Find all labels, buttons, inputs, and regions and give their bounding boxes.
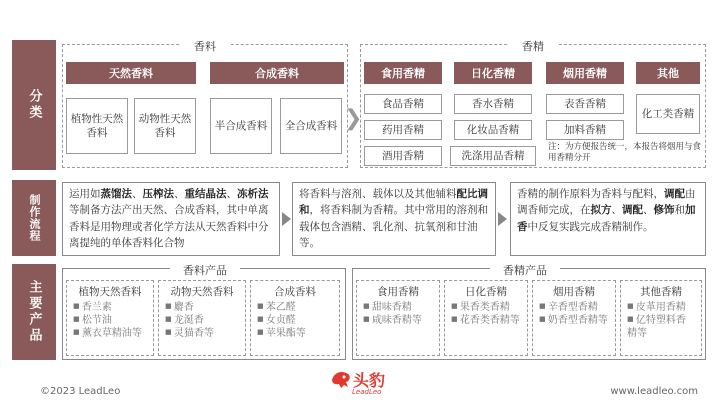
natural-spice-label: 天然香料: [66, 62, 196, 84]
flavor-products-header: 香精产品: [490, 262, 560, 278]
process-step-1-text: 运用如蒸馏法、压榨法、重结晶法、冻析法等制备方法产出天然、合成香料，其中单离香料是用物理或者化学方法从天然香料中分离提纯的单体香料化合物: [69, 188, 269, 249]
process-step-3-text: 香精的制作原料为香料与配料，调配由调香师完成，在拟方、调配、修饰和加香中反复实践完成香精制作。: [517, 188, 696, 233]
product-group-title: 合成香料: [274, 286, 316, 298]
flavor-group-tobacco: 烟用香精: [546, 62, 624, 84]
natural-item-animal: 动物性天然香料: [134, 98, 196, 154]
flavor-group-other: 其他: [636, 62, 700, 84]
product-item: ■ 松节油: [73, 314, 147, 327]
process-arrow-1-icon: [282, 212, 291, 226]
flavor-group-food: 食用香精: [364, 62, 442, 84]
synthetic-item-full: 全合成香料: [280, 98, 342, 154]
product-group-title: 动物天然香料: [170, 286, 234, 298]
brand-logo: [330, 366, 390, 400]
category-classify: 分类: [12, 40, 56, 170]
flavor-group-daily: 日化香精: [454, 62, 532, 84]
product-group-title: 日化香精: [465, 286, 507, 298]
product-group-animal: [158, 280, 246, 356]
product-group-title: 食用香精: [377, 286, 419, 298]
footer-copyright: ©2023 LeadLeo: [40, 386, 121, 397]
classify-note: 注：为方便报告统一，本报告将烟用与食用香精分开: [548, 142, 702, 164]
product-item: ■ 果香类香精: [451, 301, 521, 314]
product-item: ■ 女贞醛: [257, 314, 333, 327]
product-group-title: 其他香精: [640, 286, 682, 298]
synthetic-spice-label: 合成香料: [210, 62, 344, 84]
product-item: ■ 甜味香精: [363, 301, 433, 314]
natural-item-plant: 植物性天然香料: [66, 98, 128, 154]
flavor-other-item-1: 化工类香精: [636, 94, 700, 134]
flavor-classify-header: 香精: [508, 38, 558, 54]
leopard-logo-icon: [330, 368, 352, 390]
process-step-2-text: 将香料与溶剂、载体以及其他辅料配比调和，将香料制为香精。其中常用的溶剂和载体包含酒精、乳化剂、抗氧剂和甘油等。: [299, 188, 488, 249]
product-group-other: [620, 280, 702, 356]
product-item: ■ 辛香型香精: [539, 301, 609, 314]
product-item: ■ 亿特塑料香精等: [627, 314, 695, 340]
product-item: ■ 麝香: [165, 301, 239, 314]
flavor-tobacco-item-1: 表香香精: [546, 94, 624, 114]
category-products: 主要产品: [12, 264, 56, 360]
footer-url: www.leadleo.com: [610, 386, 698, 397]
process-step-1: [62, 182, 280, 256]
process-step-2: [292, 182, 496, 256]
spice-classify-header: 香料: [180, 38, 230, 54]
product-item: ■ 薰衣草精油等: [73, 327, 147, 340]
product-group-tobacco: [532, 280, 616, 356]
logo-text: 头豹: [353, 371, 386, 390]
product-item: ■ 龙涎香: [165, 314, 239, 327]
classify-arrow-icon: ❯: [344, 106, 363, 131]
flavor-food-item-2: 药用香精: [364, 120, 442, 140]
product-group-title: 烟用香精: [553, 286, 595, 298]
process-arrow-2-icon: [498, 212, 507, 226]
category-process: 制作流程: [12, 180, 56, 256]
spice-products-header: 香料产品: [170, 262, 240, 278]
product-group-synthetic: [250, 280, 340, 356]
product-item: ■ 奶香型香精等: [539, 314, 609, 327]
product-group-plant: [66, 280, 154, 356]
flavor-tobacco-item-2: 加料香精: [546, 120, 624, 140]
logo-subtext: LeadLeo: [352, 388, 382, 396]
product-item: ■ 花香类香精等: [451, 314, 521, 327]
flavor-daily-item-1: 香水香精: [454, 94, 532, 114]
flavor-food-item-3: 酒用香精: [364, 146, 442, 166]
product-group-daily: [444, 280, 528, 356]
synthetic-item-semi: 半合成香料: [210, 98, 272, 154]
product-item: ■ 咸味香精等: [363, 314, 433, 327]
product-item: ■ 香兰素: [73, 301, 147, 314]
product-item: ■ 苹果酯等: [257, 327, 333, 340]
product-item: ■ 苯乙醛: [257, 301, 333, 314]
flavor-daily-item-2: 化妆品香精: [454, 120, 532, 140]
flavor-daily-item-3: 洗涤用品香精: [450, 146, 536, 166]
flavor-food-item-1: 食品香精: [364, 94, 442, 114]
product-item: ■ 皮革用香精: [627, 301, 695, 314]
product-item: ■ 灵猫香等: [165, 327, 239, 340]
process-step-3: [510, 182, 706, 256]
product-group-title: 植物天然香料: [78, 286, 142, 298]
product-group-food: [356, 280, 440, 356]
